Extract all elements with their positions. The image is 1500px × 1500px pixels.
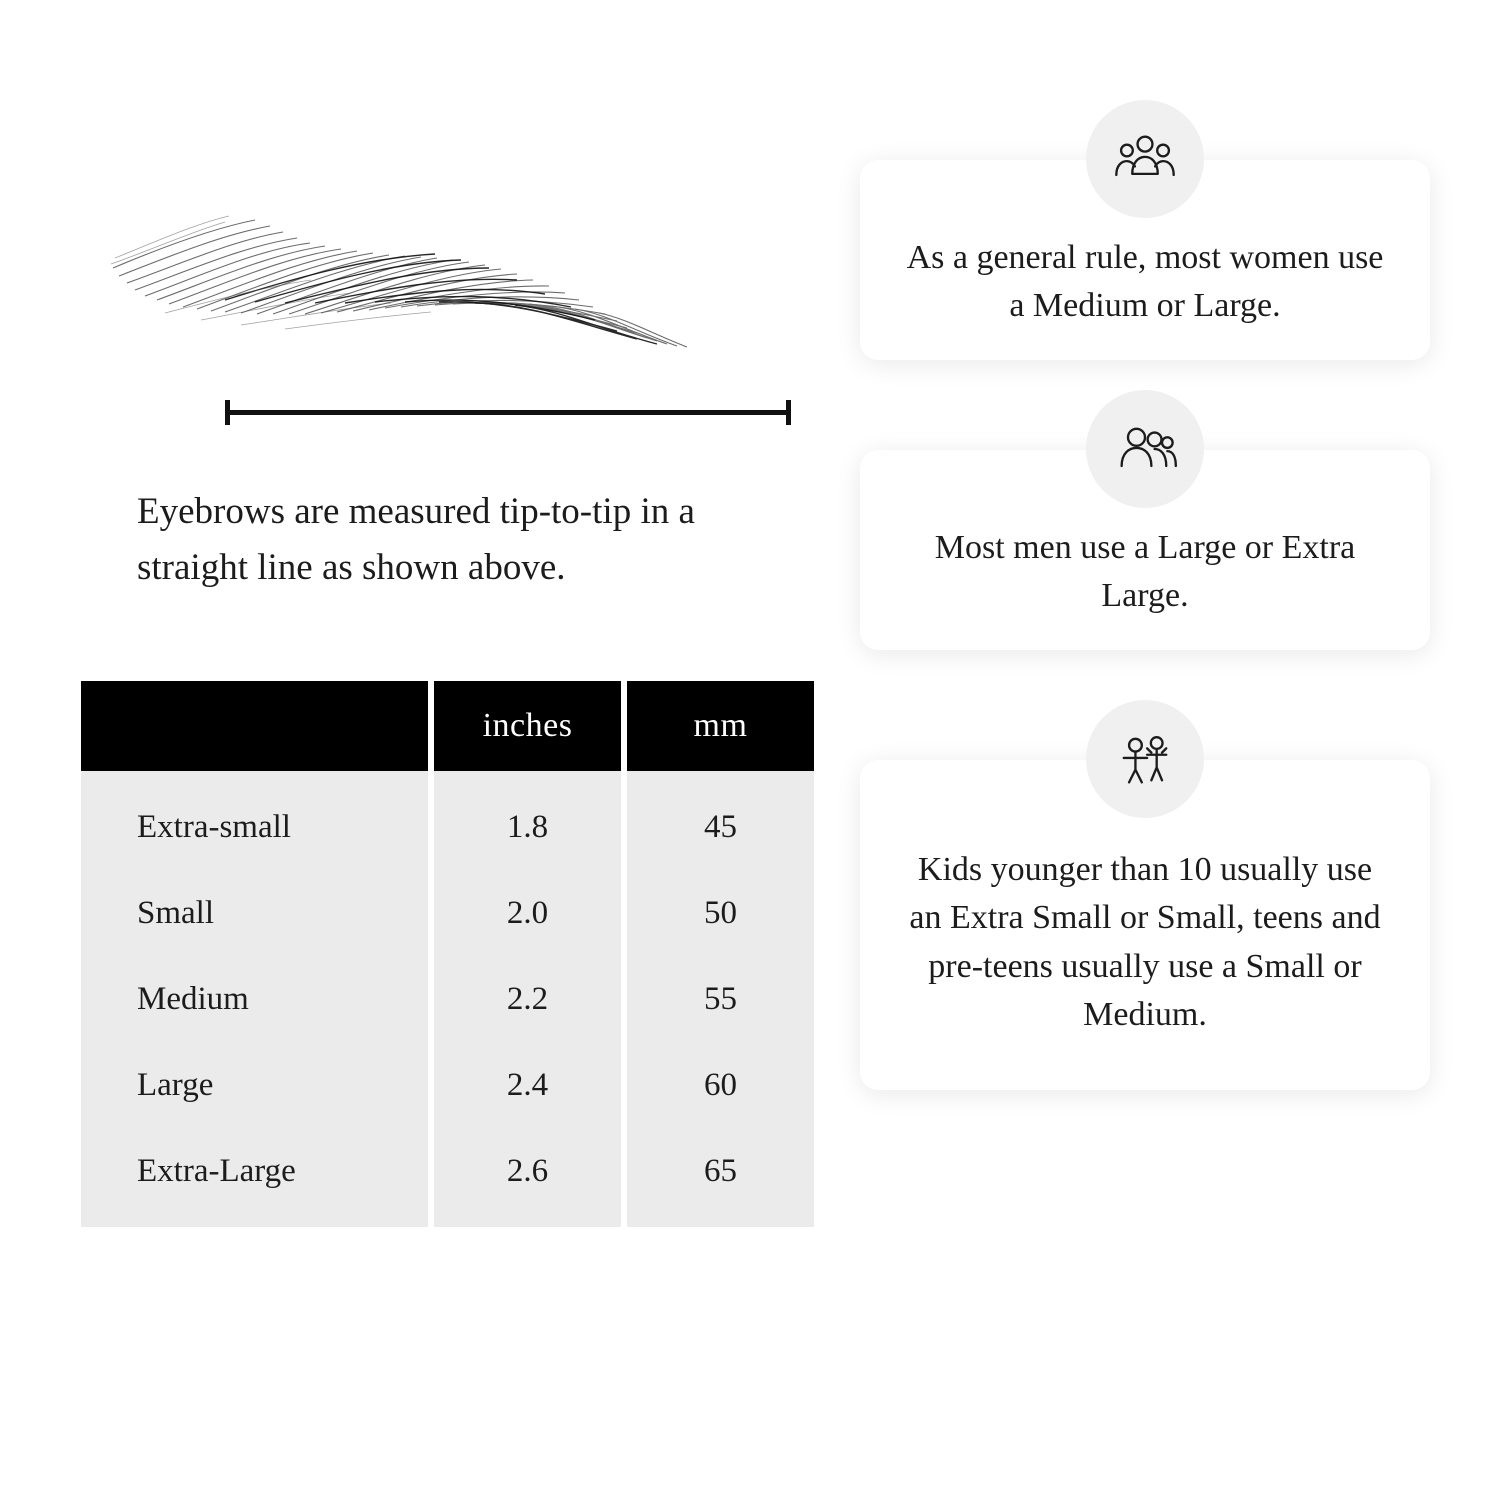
cell-mm: 60 [627,1042,814,1128]
cell-mm: 50 [627,870,814,956]
note-card-men [860,450,1430,650]
measurement-caption: Eyebrows are measured tip-to-tip in a straight line as shown above. [137,491,695,588]
note-text-men: Most men use a Large or Extra Large. [934,529,1356,615]
column-header-size [81,681,428,771]
size-table-body [81,771,814,1227]
measurement-column [75,150,805,1227]
note-card-women [860,160,1430,360]
men-group-icon-glyph [1111,415,1179,483]
kids-group-icon [1086,700,1204,818]
women-group-icon-glyph [1111,125,1179,193]
kids-group-icon-glyph [1111,725,1179,793]
note-text-women: As a general rule, most women use a Medium or Large. [906,239,1384,325]
table-header-row [81,681,814,771]
cell-mm: 45 [627,771,814,870]
cell-size-name: Small [81,870,428,956]
cell-inches: 2.6 [434,1128,621,1227]
cell-inches: 2.2 [434,956,621,1042]
cell-size-name: Medium [81,956,428,1042]
cell-inches: 2.4 [434,1042,621,1128]
table-row [81,956,814,1042]
measurement-bar-line [225,410,791,415]
column-header-mm: mm [627,681,814,771]
cell-inches: 1.8 [434,771,621,870]
measurement-bar-left-cap [225,400,230,425]
column-header-inches: inches [434,681,621,771]
women-group-icon [1086,100,1204,218]
eyebrow-illustration [105,150,765,400]
note-card-kids [860,760,1430,1090]
cell-inches: 2.0 [434,870,621,956]
cell-mm: 55 [627,956,814,1042]
eyebrow-icon [105,150,725,350]
cell-size-name: Large [81,1042,428,1128]
size-table-header [81,681,814,771]
cell-size-name: Extra-small [81,771,428,870]
table-row [81,1042,814,1128]
notes-column [860,160,1430,1180]
note-text-kids: Kids younger than 10 usually use an Extra Small or Small, teens and pre-teens usually use a Small or Medium. [909,851,1381,1033]
table-row [81,1128,814,1227]
size-table [75,681,820,1227]
table-row [81,771,814,870]
cell-mm: 65 [627,1128,814,1227]
cell-size-name: Extra-Large [81,1128,428,1227]
table-row [81,870,814,956]
measurement-bar-right-cap [786,400,791,425]
tip-to-tip-measurement-bar [225,400,791,424]
men-group-icon [1086,390,1204,508]
